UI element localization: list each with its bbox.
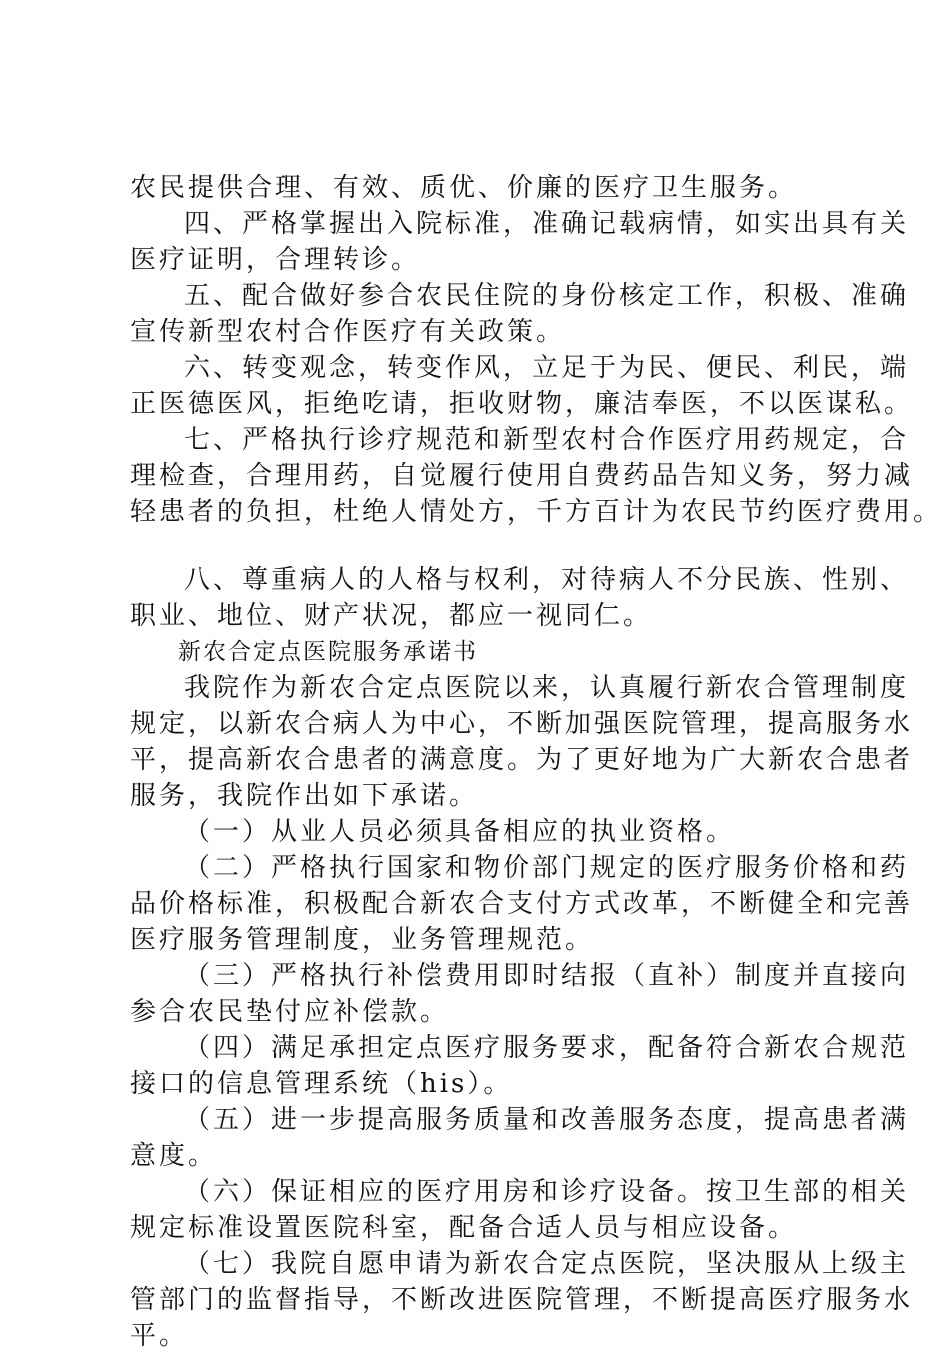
text-line: 医疗服务管理制度，业务管理规范。 — [130, 925, 595, 955]
text-line: 四、严格掌握出入院标准，准确记载病情，如实出具有关 — [184, 209, 910, 239]
text-line: 六、转变观念，转变作风，立足于为民、便民、利民，端 — [184, 353, 910, 383]
text-line: （一）从业人员必须具备相应的执业资格。 — [184, 817, 736, 847]
text-line: 我院作为新农合定点医院以来，认真履行新农合管理制度 — [184, 673, 910, 703]
text-line: （四）满足承担定点医疗服务要求，配备符合新农合规范 — [184, 1033, 910, 1063]
text-line: 平。 — [130, 1321, 189, 1351]
text-line: 宣传新型农村合作医疗有关政策。 — [130, 317, 566, 347]
text-line: 七、严格执行诊疗规范和新型农村合作医疗用药规定，合 — [184, 425, 910, 455]
text-line: （七）我院自愿申请为新农合定点医院，坚决服从上级主 — [184, 1249, 910, 1279]
text-line: 理检查，合理用药，自觉履行使用自费药品告知义务，努力减 — [130, 461, 914, 491]
text-line: 农民提供合理、有效、质优、价廉的医疗卫生服务。 — [130, 173, 798, 203]
text-line: 八、尊重病人的人格与权利，对待病人不分民族、性别、 — [184, 565, 910, 595]
text-line: 管部门的监督指导，不断改进医院管理，不断提高医疗服务水 — [130, 1285, 914, 1315]
text-line: （五）进一步提高服务质量和改善服务态度，提高患者满 — [184, 1105, 910, 1135]
text-line: 规定，以新农合病人为中心，不断加强医院管理，提高服务水 — [130, 709, 914, 739]
text-line: 服务，我院作出如下承诺。 — [130, 781, 479, 811]
text-line: 正医德医风，拒绝吃请，拒收财物，廉洁奉医，不以医谋私。 — [130, 389, 914, 419]
text-line: 平，提高新农合患者的满意度。为了更好地为广大新农合患者 — [130, 745, 914, 775]
text-line: 品价格标准，积极配合新农合支付方式改革，不断健全和完善 — [130, 889, 914, 919]
text-line: 轻患者的负担，杜绝人情处方，千方百计为农民节约医疗费用。 — [130, 497, 943, 527]
text-line: 医疗证明，合理转诊。 — [130, 245, 421, 275]
text-line: （二）严格执行国家和物价部门规定的医疗服务价格和药 — [184, 853, 910, 883]
text-line: 接口的信息管理系统（his）。 — [130, 1069, 513, 1099]
text-line: （三）严格执行补偿费用即时结报（直补）制度并直接向 — [184, 961, 910, 991]
document-body — [130, 170, 943, 1354]
text-line: 职业、地位、财产状况，都应一视同仁。 — [130, 601, 653, 631]
text-line: （六）保证相应的医疗用房和诊疗设备。按卫生部的相关 — [184, 1177, 910, 1207]
text-line: 规定标准设置医院科室，配备合适人员与相应设备。 — [130, 1213, 798, 1243]
text-line: 参合农民垫付应补偿款。 — [130, 997, 450, 1027]
section-title: 新农合定点医院服务承诺书 — [178, 639, 478, 665]
text-line: 意度。 — [130, 1141, 218, 1171]
text-line: 五、配合做好参合农民住院的身份核定工作，积极、准确 — [184, 281, 910, 311]
paragraph-gap — [130, 530, 850, 562]
